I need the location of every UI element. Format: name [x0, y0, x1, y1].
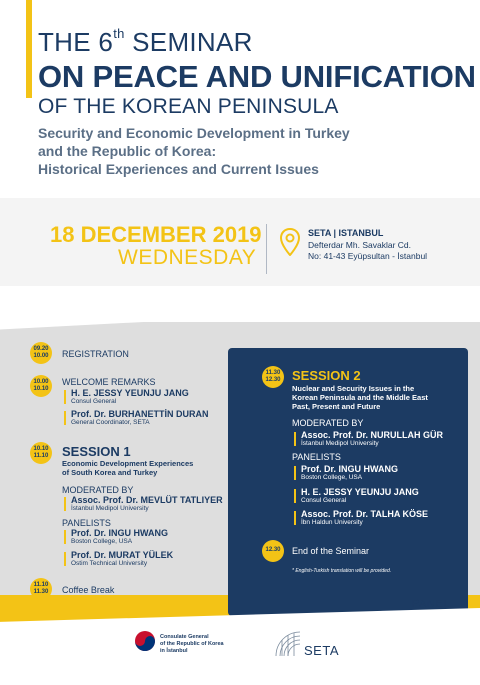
time-badge-coffee: 11.10 11.30	[30, 578, 52, 600]
welcome-speaker2-title: General Coordinator, SETA	[71, 419, 150, 426]
welcome-speaker2-name: Prof. Dr. BURHANETTİN DURAN	[71, 409, 209, 419]
title-line-2: ON PEACE AND UNIFICATION	[38, 59, 476, 94]
session1-title: SESSION 1	[62, 444, 131, 459]
session1-panelist2-name: Prof. Dr. MURAT YÜLEK	[71, 550, 174, 560]
translation-note: * English-Turkish translation will be provided.	[292, 568, 392, 574]
subtitle-line-3: Historical Experiences and Current Issues	[38, 161, 319, 177]
speaker-marker	[294, 511, 296, 525]
date-divider	[266, 224, 267, 274]
welcome-speaker1-title: Consul General	[71, 398, 117, 405]
speaker-marker	[64, 530, 66, 544]
venue-address: No: 41-43 Eyüpsultan - İstanbul	[308, 251, 428, 261]
session1-moderator-name: Assoc. Prof. Dr. MEVLÜT TATLIYER	[71, 495, 223, 505]
event-weekday: WEDNESDAY	[118, 246, 257, 269]
venue-street: Defterdar Mh. Savaklar Cd.	[308, 240, 411, 250]
welcome-label: WELCOME REMARKS	[62, 377, 156, 387]
seta-logo-text: SETA	[304, 643, 339, 658]
subtitle-line-1: Security and Economic Development in Turkey	[38, 125, 350, 141]
session1-moderated-label: MODERATED BY	[62, 485, 134, 495]
event-date: 18 DECEMBER 2019	[50, 222, 262, 247]
korea-consulate-emblem-icon	[134, 630, 156, 652]
time-badge-session1: 10.10 11.10	[30, 442, 52, 464]
speaker-marker	[294, 432, 296, 446]
session2-panelists-label: PANELISTS	[292, 452, 341, 462]
welcome-speaker1-name: H. E. JESSY YEUNJU JANG	[71, 388, 189, 398]
speaker-marker	[64, 411, 66, 425]
session2-moderator-name: Assoc. Prof. Dr. NURULLAH GÜR	[301, 430, 444, 440]
session2-moderated-label: MODERATED BY	[292, 418, 364, 428]
registration-label: REGISTRATION	[62, 349, 129, 359]
subtitle	[38, 124, 438, 178]
venue-name: SETA | ISTANBUL	[308, 228, 384, 238]
speaker-marker	[294, 466, 296, 480]
session2-panelist2-title: Consul General	[301, 497, 347, 504]
session2-panelist1-name: Prof. Dr. INGU HWANG	[301, 464, 399, 474]
session1-panelists-label: PANELISTS	[62, 518, 111, 528]
session2-panelist3-name: Assoc. Prof. Dr. TALHA KÖSE	[301, 509, 429, 519]
session2-panelist1-title: Boston College, USA	[301, 474, 363, 481]
session2-moderator-title: İstanbul Medipol University	[301, 440, 379, 447]
session2-topic: Nuclear and Security Issues in the Korean Peninsula and the Middle East Past, Present and Future	[292, 384, 428, 411]
end-of-seminar-label: End of the Seminar	[292, 546, 370, 556]
session1-panelist1-name: Prof. Dr. INGU HWANG	[71, 528, 169, 538]
time-badge-registration: 09.20 10.00	[30, 342, 52, 364]
title-line-1: THE 6th SEMINAR	[38, 26, 253, 57]
session1-topic: Economic Development Experiences of South Korea and Turkey	[62, 459, 194, 477]
speaker-marker	[64, 552, 66, 566]
panel-label: PANEL	[412, 598, 450, 610]
coffee-break-label: Coffee Break	[62, 585, 115, 595]
session2-title: SESSION 2	[292, 368, 361, 383]
time-badge-welcome: 10.00 10.10	[30, 375, 52, 397]
time-badge-end: 12.30	[262, 540, 284, 562]
time-badge-session2: 11.30 12.30	[262, 366, 284, 388]
session1-moderator-title: İstanbul Medipol University	[71, 505, 149, 512]
session1-panelist2-title: Ostim Technical University	[71, 560, 148, 567]
speaker-marker	[294, 489, 296, 503]
seta-globe-icon	[274, 630, 302, 658]
consulate-logo-text: Consulate General of the Republic of Korea in İstanbul	[160, 634, 224, 654]
session2-panelist3-title: İbn Haldun University	[301, 519, 363, 526]
title-line-3: OF THE KOREAN PENINSULA	[38, 95, 339, 118]
session1-panelist1-title: Boston College, USA	[71, 538, 133, 545]
header-accent-bar	[26, 0, 32, 98]
subtitle-line-2: and the Republic of Korea:	[38, 143, 217, 159]
speaker-marker	[64, 497, 66, 511]
location-pin-icon	[280, 228, 300, 256]
speaker-marker	[64, 390, 66, 404]
session2-panelist2-name: H. E. JESSY YEUNJU JANG	[301, 487, 419, 497]
